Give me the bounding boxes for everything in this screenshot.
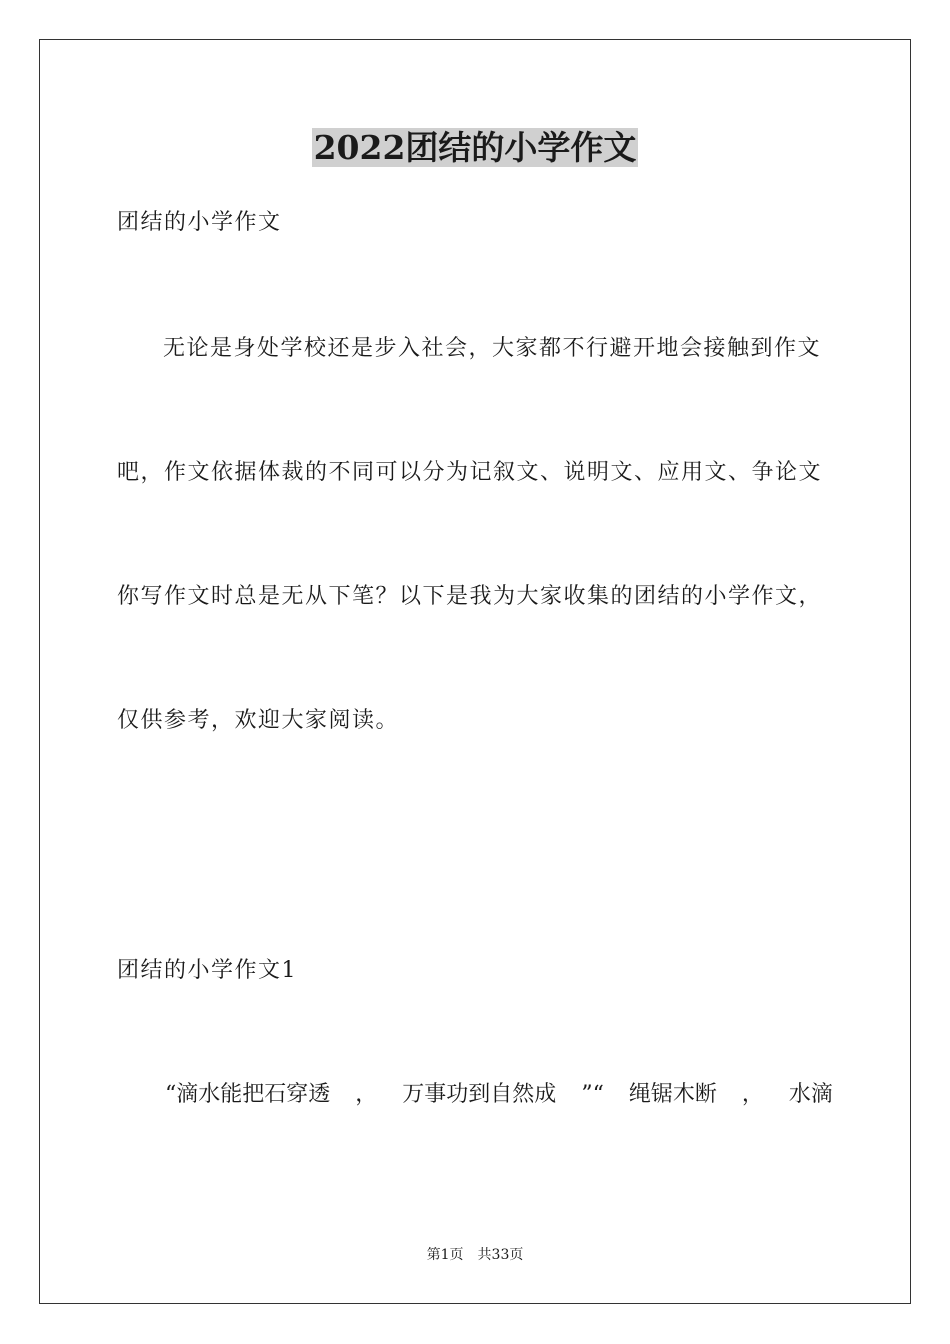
section-line-part: ， [741,1082,764,1107]
section-line-part: ”“ [581,1082,604,1107]
section-line-part: 绳锯木断 [628,1082,717,1107]
document-title [0,126,950,170]
intro-line-2: 吧，作文依据体裁的不同可以分为记叙文、说明文、应用文、争论文 [117,460,823,485]
intro-line-1: 无论是身处学校还是步入社会，大家都不行避开地会接触到作文 [163,336,822,361]
section-line-part: 万事功到自然成 [402,1082,557,1107]
page-footer: 第1页 共33页 [426,1247,524,1263]
intro-line-4: 仅供参考，欢迎大家阅读。 [117,708,400,733]
section-first-line [165,1080,833,1110]
section-heading: 团结的小学作文1 [117,958,297,983]
intro-line-3: 你写作文时总是无从下笔？以下是我为大家收集的团结的小学作文， [117,584,823,609]
section-line-part: 水滴 [788,1082,833,1107]
document-title-text: 2022团结的小学作文 [313,128,637,167]
section-line-part: ， [355,1082,378,1107]
section-line-part: “滴水能把石穿透 [165,1082,331,1107]
document-subtitle: 团结的小学作文 [117,210,282,235]
